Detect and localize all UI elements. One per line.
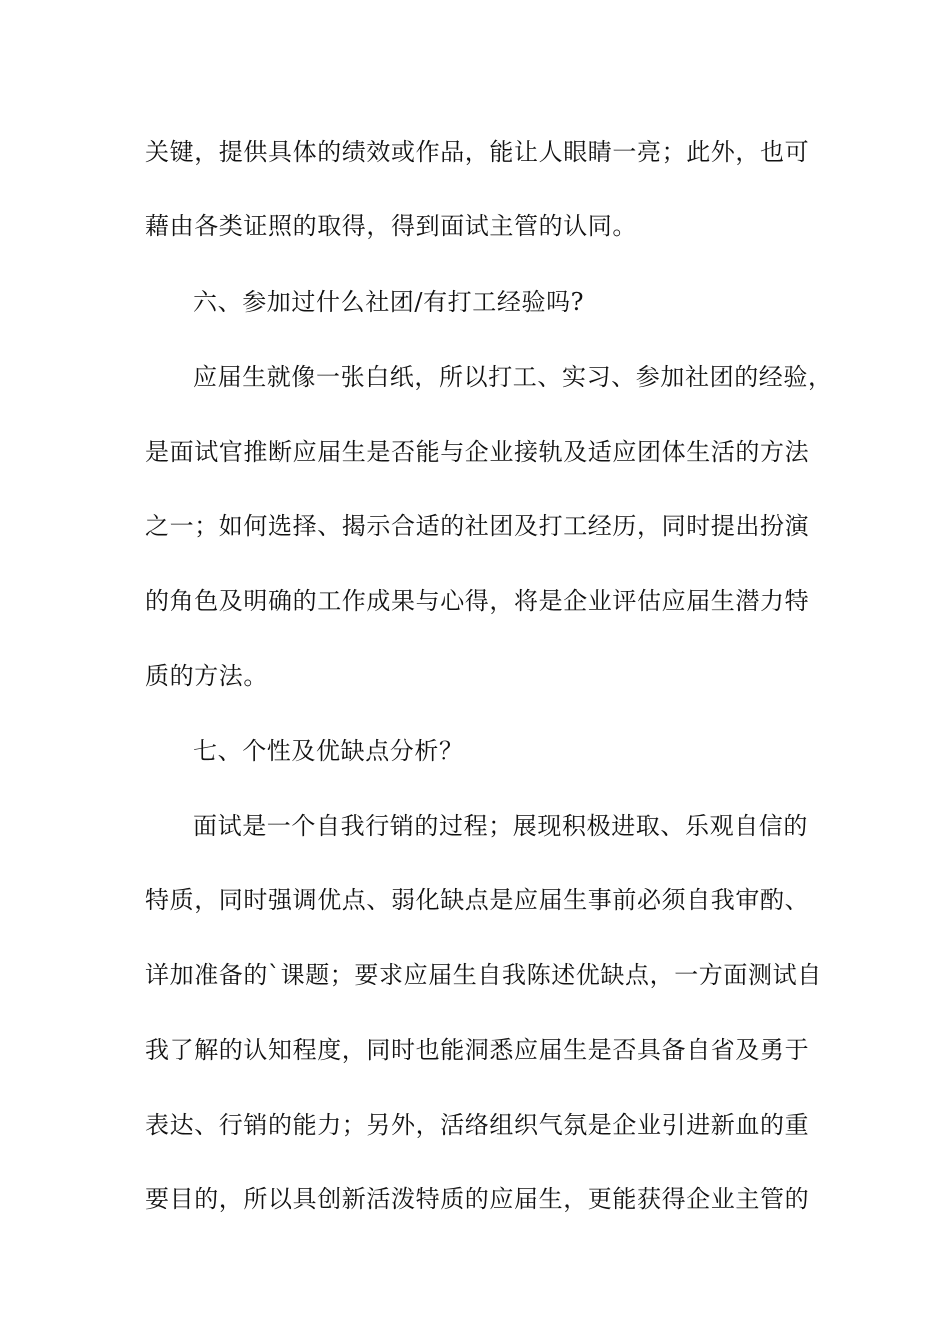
body-text-line: 是面试官推断应届生是否能与企业接轨及适应团体生活的方法 — [145, 438, 810, 466]
body-text-line: 表达、行销的能力；另外，活络组织气氛是企业引进新血的重 — [145, 1111, 810, 1139]
body-text-line: 要目的，所以具创新活泼特质的应届生，更能获得企业主管的 — [145, 1185, 810, 1213]
section-heading-7: 七、个性及优缺点分析？ — [193, 737, 464, 765]
paragraph-first-line: 应届生就像一张白纸，所以打工、实习、参加社团的经验， — [193, 363, 833, 391]
body-text-line: 质的方法。 — [145, 662, 268, 690]
body-text-line: 关键，提供具体的绩效或作品，能让人眼睛一亮；此外，也可 — [145, 138, 810, 166]
body-text-line: 藉由各类证照的取得，得到面试主管的认同。 — [145, 212, 637, 240]
body-text-line: 特质，同时强调优点、弱化缺点是应届生事前必须自我审酌、 — [145, 886, 810, 914]
paragraph-first-line: 面试是一个自我行销的过程；展现积极进取、乐观自信的 — [193, 812, 808, 840]
body-text-line: 详加准备的`课题；要求应届生自我陈述优缺点，一方面测试自 — [145, 961, 822, 989]
body-text-line: 我了解的认知程度，同时也能洞悉应届生是否具备自省及勇于 — [145, 1036, 810, 1064]
body-text-line: 之一；如何选择、揭示合适的社团及打工经历，同时提出扮演 — [145, 512, 810, 540]
section-heading-6: 六、参加过什么社团/有打工经验吗? — [193, 288, 585, 316]
body-text-line: 的角色及明确的工作成果与心得，将是企业评估应届生潜力特 — [145, 587, 810, 615]
